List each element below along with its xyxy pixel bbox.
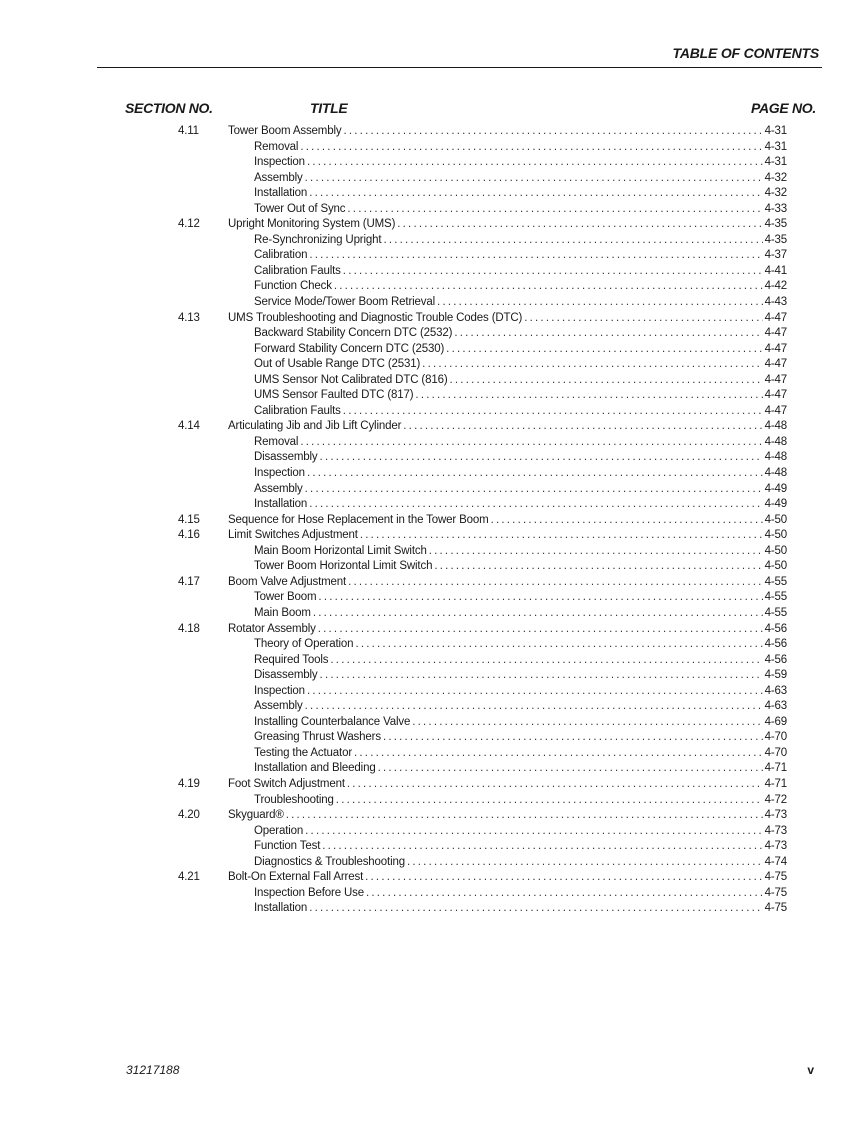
toc-title: Assembly (254, 700, 303, 713)
title-heading: TITLE (310, 100, 348, 116)
page-number: v (807, 1063, 814, 1077)
toc-entry[interactable] (0, 559, 866, 575)
toc-title: Removal (254, 435, 299, 448)
toc-entry-line (254, 559, 787, 575)
toc-entry[interactable] (0, 761, 866, 777)
toc-page-number: 4-75 (764, 886, 787, 899)
toc-page-number: 4-63 (764, 684, 787, 697)
toc-entry[interactable] (0, 793, 866, 809)
toc-page-number: 4-71 (764, 777, 787, 790)
toc-entry[interactable] (0, 901, 866, 917)
toc-title: Assembly (254, 171, 303, 184)
toc-entry-line (254, 482, 787, 498)
toc-entry-line (228, 513, 787, 529)
toc-entry[interactable] (0, 544, 866, 560)
toc-section-number: 4.21 (178, 871, 200, 884)
dot-leader (305, 824, 762, 840)
toc-page-number: 4-33 (764, 202, 787, 215)
page-number-heading: PAGE NO. (750, 100, 816, 116)
toc-entry-line (228, 311, 787, 327)
toc-entry[interactable] (0, 264, 866, 280)
toc-entry[interactable] (0, 435, 866, 451)
toc-section-number: 4.18 (178, 622, 200, 635)
toc-entry[interactable] (0, 746, 866, 762)
dot-leader (320, 450, 763, 466)
toc-title: Bolt-On External Fall Arrest (228, 871, 364, 884)
toc-title: Required Tools (254, 653, 329, 666)
dot-leader (360, 528, 763, 544)
toc-title: UMS Sensor Not Calibrated DTC (816) (254, 373, 448, 386)
toc-entry[interactable] (0, 808, 866, 824)
toc-entry[interactable] (0, 373, 866, 389)
toc-entry-line (254, 264, 787, 280)
dot-leader (450, 373, 763, 389)
dot-leader (437, 295, 763, 311)
toc-title: Calibration (254, 249, 308, 262)
toc-page-number: 4-32 (764, 187, 787, 200)
toc-title: Forward Stability Concern DTC (2530) (254, 342, 445, 355)
toc-title: Tower Boom Horizontal Limit Switch (254, 560, 433, 573)
dot-leader (383, 730, 763, 746)
toc-title: Rotator Assembly (228, 622, 316, 635)
toc-section-number: 4.16 (178, 529, 200, 542)
toc-page-number: 4-37 (764, 249, 787, 262)
toc-page-number: 4-75 (764, 871, 787, 884)
toc-title: Main Boom Horizontal Limit Switch (254, 544, 427, 557)
toc-entry[interactable] (0, 684, 866, 700)
dot-leader (355, 637, 762, 653)
toc-page-number: 4-55 (764, 606, 787, 619)
toc-entry[interactable] (0, 668, 866, 684)
toc-entry[interactable] (0, 590, 866, 606)
toc-page-number: 4-32 (764, 171, 787, 184)
toc-entry-line (254, 901, 787, 917)
dot-leader (383, 233, 762, 249)
toc-title: Installation (254, 498, 308, 511)
toc-title: UMS Troubleshooting and Diagnostic Trouble Codes (DTC) (228, 311, 523, 324)
toc-entry[interactable] (0, 653, 866, 669)
toc-title: Inspection (254, 684, 305, 697)
toc-entry-line (254, 544, 787, 560)
toc-page-number: 4-70 (764, 731, 787, 744)
toc-page-number: 4-48 (764, 467, 787, 480)
dot-leader (524, 311, 762, 327)
toc-title: Backward Stability Concern DTC (2532) (254, 327, 453, 340)
dot-leader (320, 668, 763, 684)
toc-title: Inspection Before Use (254, 886, 364, 899)
toc-entry[interactable] (0, 777, 866, 793)
toc-entry-line (254, 186, 787, 202)
toc-entry-line (254, 824, 787, 840)
toc-entry[interactable] (0, 575, 866, 591)
dot-leader (318, 590, 762, 606)
toc-page-number: 4-59 (764, 669, 787, 682)
toc-entry[interactable] (0, 155, 866, 171)
toc-entry-line (254, 590, 787, 606)
toc-page-number: 4-35 (764, 218, 787, 231)
toc-entry-line (254, 450, 787, 466)
dot-leader (422, 357, 762, 373)
column-headings (0, 100, 866, 120)
toc-entry-line (254, 684, 787, 700)
dot-leader (305, 171, 763, 187)
dot-leader (348, 575, 762, 591)
toc-entry-line (228, 777, 787, 793)
dot-leader (305, 482, 763, 498)
toc-entry[interactable] (0, 202, 866, 218)
toc-title: Function Check (254, 280, 332, 293)
toc-page-number: 4-56 (764, 638, 787, 651)
toc-entry[interactable] (0, 357, 866, 373)
toc-entry-line (254, 357, 787, 373)
toc-page-number: 4-73 (764, 809, 787, 822)
toc-entry-line (228, 528, 787, 544)
toc-entry[interactable] (0, 528, 866, 544)
toc-title: Installation (254, 187, 308, 200)
toc-title: Main Boom (254, 606, 311, 619)
toc-page-number: 4-50 (764, 513, 787, 526)
toc-entry[interactable] (0, 279, 866, 295)
toc-page-number: 4-43 (764, 296, 787, 309)
dot-leader (322, 839, 762, 855)
toc-page-number: 4-74 (764, 855, 787, 868)
toc-page-number: 4-70 (764, 746, 787, 759)
toc-page-number: 4-42 (764, 280, 787, 293)
toc-page-number: 4-55 (764, 591, 787, 604)
dot-leader (366, 886, 763, 902)
toc-entry[interactable] (0, 855, 866, 871)
toc-page-number: 4-69 (764, 715, 787, 728)
dot-leader (412, 715, 762, 731)
toc-entry[interactable] (0, 140, 866, 156)
dot-leader (318, 622, 763, 638)
toc-page-number: 4-50 (764, 529, 787, 542)
toc-entry[interactable] (0, 248, 866, 264)
toc-page-number: 4-71 (764, 762, 787, 775)
dot-leader (429, 544, 763, 560)
toc-entry-line (254, 761, 787, 777)
page-header-title: TABLE OF CONTENTS (672, 45, 819, 61)
table-of-contents-list (0, 124, 866, 917)
dot-leader (397, 217, 762, 233)
dot-leader (347, 202, 762, 218)
toc-entry[interactable] (0, 730, 866, 746)
toc-entry-line (254, 886, 787, 902)
toc-entry[interactable] (0, 482, 866, 498)
dot-leader (309, 901, 762, 917)
toc-entry[interactable] (0, 699, 866, 715)
dot-leader (309, 248, 762, 264)
dot-leader (491, 513, 763, 529)
toc-page-number: 4-31 (764, 125, 787, 137)
toc-page-number: 4-31 (764, 156, 787, 169)
toc-entry-line (254, 699, 787, 715)
dot-leader (343, 264, 763, 280)
toc-entry[interactable] (0, 513, 866, 529)
toc-entry-line (254, 202, 787, 218)
toc-entry-line (254, 404, 787, 420)
toc-entry[interactable] (0, 466, 866, 482)
toc-entry-line (228, 870, 787, 886)
toc-title: Re-Synchronizing Upright (254, 233, 382, 246)
toc-entry-line (254, 248, 787, 264)
dot-leader (343, 124, 762, 140)
dot-leader (313, 606, 763, 622)
dot-leader (330, 653, 762, 669)
toc-entry[interactable] (0, 637, 866, 653)
toc-entry[interactable] (0, 124, 866, 140)
toc-entry-line (254, 155, 787, 171)
dot-leader (347, 777, 763, 793)
toc-title: Skyguard® (228, 809, 284, 822)
toc-entry-line (254, 466, 787, 482)
toc-title: Limit Switches Adjustment (228, 529, 358, 542)
toc-section-number: 4.15 (178, 513, 200, 526)
toc-entry-line (254, 730, 787, 746)
dot-leader (334, 279, 763, 295)
dot-leader (378, 761, 763, 777)
toc-page-number: 4-48 (764, 451, 787, 464)
toc-entry[interactable] (0, 824, 866, 840)
toc-entry-line (254, 373, 787, 389)
toc-entry[interactable] (0, 388, 866, 404)
toc-title: Boom Valve Adjustment (228, 575, 347, 588)
toc-title: Function Test (254, 840, 321, 853)
toc-entry[interactable] (0, 622, 866, 638)
toc-section-number: 4.13 (178, 311, 200, 324)
toc-entry-line (228, 124, 787, 140)
toc-entry-line (254, 326, 787, 342)
toc-entry-line (254, 746, 787, 762)
toc-entry-line (254, 606, 787, 622)
dot-leader (336, 793, 763, 809)
toc-title: Installation and Bleeding (254, 762, 376, 775)
toc-entry[interactable] (0, 295, 866, 311)
toc-page-number: 4-63 (764, 700, 787, 713)
toc-title: Installation (254, 902, 308, 915)
toc-title: Troubleshooting (254, 793, 334, 806)
toc-title: Installing Counterbalance Valve (254, 715, 411, 728)
toc-title: Sequence for Hose Replacement in the Tower Boom (228, 513, 489, 526)
toc-entry-line (254, 233, 787, 249)
dot-leader (305, 699, 763, 715)
toc-entry-line (254, 295, 787, 311)
toc-entry[interactable] (0, 419, 866, 435)
document-number: 31217188 (126, 1063, 180, 1077)
toc-title: Diagnostics & Troubleshooting (254, 855, 405, 868)
toc-entry-line (254, 855, 787, 871)
dot-leader (307, 684, 763, 700)
dot-leader (407, 855, 763, 871)
dot-leader (286, 808, 763, 824)
toc-title: Testing the Actuator (254, 746, 353, 759)
toc-title: Calibration Faults (254, 404, 341, 417)
toc-title: Tower Boom (254, 591, 317, 604)
toc-page-number: 4-73 (764, 840, 787, 853)
toc-entry[interactable] (0, 450, 866, 466)
toc-section-number: 4.20 (178, 809, 200, 822)
toc-entry-line (254, 171, 787, 187)
toc-section-number: 4.19 (178, 777, 200, 790)
toc-page-number: 4-49 (764, 482, 787, 495)
toc-entry-line (254, 793, 787, 809)
toc-entry[interactable] (0, 233, 866, 249)
dot-leader (446, 342, 762, 358)
toc-title: Out of Usable Range DTC (2531) (254, 358, 421, 371)
toc-entry[interactable] (0, 839, 866, 855)
header-divider (97, 67, 822, 68)
toc-page-number: 4-55 (764, 575, 787, 588)
toc-page-number: 4-73 (764, 824, 787, 837)
toc-page-number: 4-47 (764, 311, 787, 324)
dot-leader (300, 140, 762, 156)
toc-entry-line (254, 497, 787, 513)
toc-page-number: 4-47 (764, 373, 787, 386)
toc-page-number: 4-49 (764, 498, 787, 511)
toc-entry[interactable] (0, 186, 866, 202)
toc-entry-line (254, 653, 787, 669)
section-number-heading: SECTION NO. (125, 100, 213, 116)
toc-title: Greasing Thrust Washers (254, 731, 381, 744)
toc-page-number: 4-47 (764, 327, 787, 340)
toc-entry-line (254, 637, 787, 653)
toc-page-number: 4-48 (764, 435, 787, 448)
dot-leader (403, 419, 762, 435)
toc-entry[interactable] (0, 171, 866, 187)
toc-title: Tower Out of Sync (254, 202, 346, 215)
toc-page-number: 4-47 (764, 358, 787, 371)
toc-title: Removal (254, 140, 299, 153)
toc-title: Theory of Operation (254, 638, 354, 651)
toc-title: Service Mode/Tower Boom Retrieval (254, 296, 436, 309)
dot-leader (365, 870, 762, 886)
toc-entry-line (254, 668, 787, 684)
toc-title: Articulating Jib and Jib Lift Cylinder (228, 420, 402, 433)
toc-entry-line (228, 419, 787, 435)
toc-title: Disassembly (254, 669, 318, 682)
toc-entry-line (254, 140, 787, 156)
toc-page-number: 4-75 (764, 902, 787, 915)
toc-entry-line (228, 575, 787, 591)
toc-page-number: 4-50 (764, 544, 787, 557)
dot-leader (309, 497, 762, 513)
toc-title: Disassembly (254, 451, 318, 464)
toc-title: Calibration Faults (254, 264, 341, 277)
toc-entry-line (228, 217, 787, 233)
toc-entry[interactable] (0, 886, 866, 902)
toc-section-number: 4.12 (178, 218, 200, 231)
toc-title: Assembly (254, 482, 303, 495)
toc-entry-line (254, 715, 787, 731)
toc-entry[interactable] (0, 606, 866, 622)
toc-title: UMS Sensor Faulted DTC (817) (254, 389, 414, 402)
toc-entry-line (254, 279, 787, 295)
toc-entry-line (254, 839, 787, 855)
dot-leader (454, 326, 762, 342)
dot-leader (415, 388, 762, 404)
toc-entry[interactable] (0, 497, 866, 513)
dot-leader (307, 155, 763, 171)
toc-entry[interactable] (0, 326, 866, 342)
toc-entry[interactable] (0, 342, 866, 358)
toc-page-number: 4-48 (764, 420, 787, 433)
toc-page-number: 4-35 (764, 233, 787, 246)
dot-leader (307, 466, 763, 482)
dot-leader (309, 186, 762, 202)
toc-page-number: 4-47 (764, 404, 787, 417)
toc-title: Inspection (254, 467, 305, 480)
toc-section-number: 4.11 (178, 125, 199, 137)
toc-page-number: 4-47 (764, 342, 787, 355)
toc-page-number: 4-72 (764, 793, 787, 806)
toc-entry[interactable] (0, 404, 866, 420)
toc-title: Tower Boom Assembly (228, 125, 342, 137)
toc-title: Inspection (254, 156, 305, 169)
toc-entry-line (228, 622, 787, 638)
toc-title: Upright Monitoring System (UMS) (228, 218, 396, 231)
toc-entry-line (254, 388, 787, 404)
toc-section-number: 4.17 (178, 575, 200, 588)
toc-page-number: 4-31 (764, 140, 787, 153)
toc-entry[interactable] (0, 217, 866, 233)
toc-page-number: 4-41 (764, 264, 787, 277)
dot-leader (300, 435, 762, 451)
toc-page-number: 4-47 (764, 389, 787, 402)
toc-entry-line (254, 342, 787, 358)
toc-entry-line (254, 435, 787, 451)
toc-entry[interactable] (0, 715, 866, 731)
toc-entry[interactable] (0, 870, 866, 886)
toc-page-number: 4-50 (764, 560, 787, 573)
toc-entry[interactable] (0, 311, 866, 327)
dot-leader (434, 559, 762, 575)
toc-title: Operation (254, 824, 304, 837)
toc-page-number: 4-56 (764, 653, 787, 666)
toc-section-number: 4.14 (178, 420, 200, 433)
toc-page-number: 4-56 (764, 622, 787, 635)
toc-entry-line (228, 808, 787, 824)
dot-leader (354, 746, 763, 762)
dot-leader (343, 404, 763, 420)
toc-title: Foot Switch Adjustment (228, 777, 345, 790)
